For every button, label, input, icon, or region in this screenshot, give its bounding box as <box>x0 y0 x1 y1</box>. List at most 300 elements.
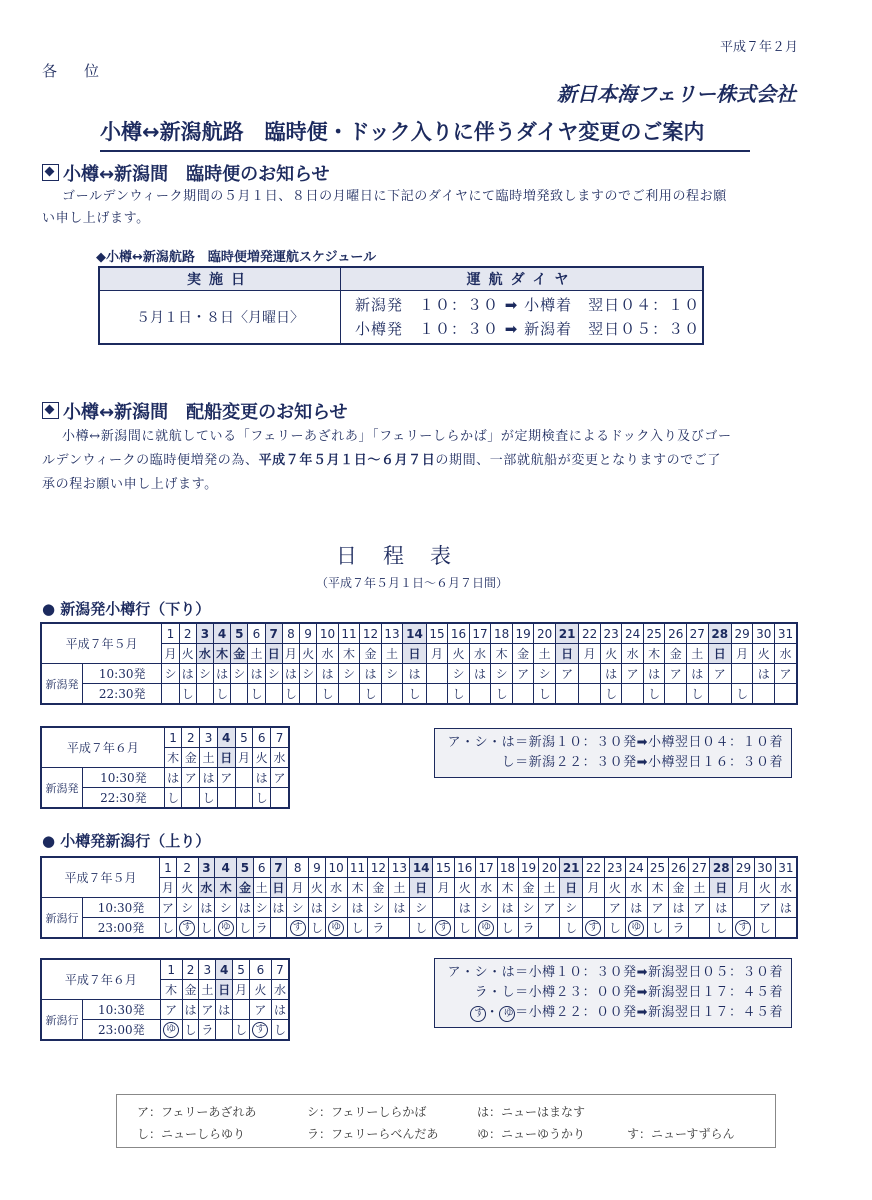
day-number: 7 <box>271 727 289 748</box>
ship-cell: し <box>213 684 230 705</box>
ship-cell: ラ <box>668 918 689 939</box>
departure-time: 22:30発 <box>83 788 165 809</box>
day-number: 24 <box>622 623 644 644</box>
ship-cell: シ <box>215 898 237 918</box>
ship-cell: シ <box>176 898 198 918</box>
ship-cell: シ <box>381 664 403 684</box>
day-number: 6 <box>253 857 270 878</box>
day-number: 2 <box>179 623 196 644</box>
route-niigata-otaru: 新潟発 １０：３０ ➡ 小樽着 翌日０４：１０ <box>355 296 701 314</box>
section2-line3: 承の程お願い申し上げます。 <box>42 477 218 492</box>
day-number: 5 <box>233 959 250 980</box>
day-number: 18 <box>491 623 513 644</box>
ship-cell <box>426 664 448 684</box>
month-label: 平成７年５月 <box>41 623 162 664</box>
document-title: 小樽↔新潟航路 臨時便・ドック入りに伴うダイヤ変更のご案内 <box>100 116 750 152</box>
weekday: 日 <box>403 644 426 664</box>
ship-cell: ゆ <box>160 1020 182 1041</box>
weekday: 土 <box>200 748 218 768</box>
ship-cell <box>622 684 644 705</box>
weekday: 日 <box>710 878 733 898</box>
ship-cell: シ <box>448 664 470 684</box>
date-cell: ５月１日・８日〈月曜日〉 <box>99 291 341 345</box>
ship-cell: ラ <box>199 1020 216 1041</box>
weekday: 日 <box>217 748 235 768</box>
route-otaru-niigata: 小樽発 １０：３０ ➡ 新潟着 翌日０５：３０ <box>355 320 701 338</box>
schedule-period: （平成７年５月１日〜６月７日間） <box>316 576 509 590</box>
weekday: 月 <box>731 644 753 664</box>
day-number: 26 <box>665 623 687 644</box>
ship-cell: し <box>309 918 326 939</box>
weekday: 水 <box>774 644 797 664</box>
ship-cell: は <box>454 898 475 918</box>
ship-cell <box>235 788 253 809</box>
day-number: 6 <box>253 727 271 748</box>
ship-cell <box>579 684 601 705</box>
up-may-table <box>40 856 798 939</box>
day-number: 12 <box>368 857 389 878</box>
day-number: 3 <box>198 857 215 878</box>
weekday: 月 <box>282 644 299 664</box>
ship-cell <box>233 1000 250 1020</box>
up-heading: ● 小樽発新潟行（上り） <box>42 832 211 850</box>
day-number: 21 <box>560 857 583 878</box>
ship-cell: は <box>216 1000 233 1020</box>
ship-cell <box>338 684 360 705</box>
ship-cell: シ <box>287 898 309 918</box>
day-number: 9 <box>309 857 326 878</box>
ship-cell: ア <box>160 1000 182 1020</box>
day-number: 27 <box>689 857 710 878</box>
weekday: 金 <box>368 878 389 898</box>
weekday: 木 <box>647 878 668 898</box>
ship-cell: は <box>710 898 733 918</box>
ship-cell: ア <box>512 664 534 684</box>
day-number: 4 <box>213 623 230 644</box>
day-number: 3 <box>196 623 213 644</box>
weekday: 水 <box>198 878 215 898</box>
ship-cell: し <box>560 918 583 939</box>
up-legend: ア・シ・は＝小樽１０：３０発➡新潟翌日０５：３０着 ラ・し＝小樽２３：００発➡新潟翌日１７：４５着 す・ ゆ＝小樽２２：００発➡新潟翌日１７：４５着 <box>434 958 792 1028</box>
ship-cell: し <box>182 1020 199 1041</box>
yu-mark: ゆ <box>499 1006 515 1022</box>
ship-cell: は <box>271 1000 289 1020</box>
day-number: 8 <box>287 857 309 878</box>
ship-cell: シ <box>518 898 539 918</box>
ship-cell: す <box>433 918 455 939</box>
weekday: 木 <box>160 980 182 1000</box>
day-number: 24 <box>625 857 647 878</box>
ship-cell <box>469 684 491 705</box>
weekday: 木 <box>497 878 518 898</box>
day-number: 25 <box>647 857 668 878</box>
ship-cell <box>300 684 317 705</box>
ship-cell: し <box>491 684 513 705</box>
day-number: 29 <box>733 857 755 878</box>
ship-cell: シ <box>491 664 513 684</box>
day-number: 31 <box>775 857 797 878</box>
day-number: 5 <box>237 857 254 878</box>
ship-cell <box>512 684 534 705</box>
col-header-schedule: 運航ダイヤ <box>341 267 704 291</box>
ship-cell: ア <box>539 898 560 918</box>
day-number: 2 <box>176 857 198 878</box>
weekday: 土 <box>686 644 708 664</box>
weekday: 日 <box>560 878 583 898</box>
weekday: 木 <box>347 878 368 898</box>
section1-line2: い申し上げます。 <box>42 211 150 226</box>
weekday: 土 <box>389 878 410 898</box>
ship-cell: は <box>237 898 254 918</box>
day-number: 12 <box>360 623 382 644</box>
day-number: 15 <box>433 857 455 878</box>
down-may-table <box>40 622 798 705</box>
ship-cell: は <box>182 1000 199 1020</box>
weekday: 火 <box>179 644 196 664</box>
day-number: 4 <box>217 727 235 748</box>
ship-cell <box>389 918 410 939</box>
departure-time: 10:30発 <box>83 664 162 684</box>
day-number: 9 <box>300 623 317 644</box>
ship-cell: し <box>347 918 368 939</box>
ship-cell: ア <box>271 768 289 788</box>
ship-cell <box>733 898 755 918</box>
ship-cell: ア <box>199 1000 216 1020</box>
ship-cell: シ <box>253 898 270 918</box>
ship-cell: し <box>454 918 475 939</box>
extra-schedule-title: ◆小樽↔新潟航路 臨時便増発運航スケジュール <box>96 250 377 265</box>
weekday: 金 <box>237 878 254 898</box>
day-number: 29 <box>731 623 753 644</box>
ship-cell: す <box>583 918 605 939</box>
ship-cell <box>217 788 235 809</box>
ship-cell: は <box>600 664 622 684</box>
day-number: 13 <box>381 623 403 644</box>
day-number: 16 <box>454 857 475 878</box>
weekday: 金 <box>182 748 200 768</box>
day-number: 26 <box>668 857 689 878</box>
day-number: 6 <box>248 623 265 644</box>
ship-cell: し <box>200 788 218 809</box>
day-number: 23 <box>600 623 622 644</box>
down-legend: ア・シ・は＝新潟１０：３０発➡小樽翌日０４：１０着 し＝新潟２２：３０発➡小樽翌日１６：３０着 <box>434 728 792 778</box>
ship-cell: し <box>282 684 299 705</box>
weekday: 水 <box>325 878 347 898</box>
weekday: 水 <box>271 980 289 1000</box>
port-label: 新潟発 <box>41 768 83 809</box>
ship-cell: は <box>625 898 647 918</box>
ship-cell: し <box>403 684 426 705</box>
day-number: 31 <box>774 623 797 644</box>
ship-cell <box>555 684 578 705</box>
day-number: 6 <box>249 959 271 980</box>
day-number: 25 <box>643 623 665 644</box>
ship-cell: ア <box>160 898 177 918</box>
day-number: 17 <box>475 857 497 878</box>
ship-cell: し <box>160 918 177 939</box>
weekday: 火 <box>309 878 326 898</box>
ship-cell: ア <box>689 898 710 918</box>
day-number: 7 <box>271 959 289 980</box>
day-number: 30 <box>753 623 775 644</box>
ship-cell: は <box>497 898 518 918</box>
ship-cell: ゆ <box>475 918 497 939</box>
ship-cell: ゆ <box>325 918 347 939</box>
weekday: 日 <box>216 980 233 1000</box>
weekday: 日 <box>410 878 433 898</box>
ship-cell: し <box>360 684 382 705</box>
month-label: 平成７年６月 <box>41 959 160 1000</box>
issue-date: 平成７年２月 <box>719 40 798 55</box>
ship-cell: シ <box>162 664 179 684</box>
day-number: 28 <box>708 623 731 644</box>
weekday: 土 <box>689 878 710 898</box>
ship-cell: し <box>710 918 733 939</box>
weekday: 水 <box>475 878 497 898</box>
weekday: 金 <box>360 644 382 664</box>
day-number: 11 <box>347 857 368 878</box>
weekday: 金 <box>512 644 534 664</box>
day-number: 16 <box>448 623 470 644</box>
ship-cell: は <box>317 664 339 684</box>
day-number: 20 <box>534 623 556 644</box>
ship-cell: シ <box>410 898 433 918</box>
company-name: 新日本海フェリー株式会社 <box>557 82 796 106</box>
ship-cell: シ <box>475 898 497 918</box>
weekday: 金 <box>518 878 539 898</box>
diamond-box-icon <box>42 402 59 419</box>
ship-cell: は <box>775 898 797 918</box>
ship-cell: ラ <box>253 918 270 939</box>
ship-cell: は <box>686 664 708 684</box>
day-number: 27 <box>686 623 708 644</box>
weekday: 土 <box>539 878 560 898</box>
ship-cell: ラ <box>368 918 389 939</box>
day-number: 23 <box>604 857 625 878</box>
weekday: 水 <box>622 644 644 664</box>
ship-cell: シ <box>265 664 282 684</box>
ship-cell: し <box>497 918 518 939</box>
day-number: 22 <box>583 857 605 878</box>
ship-cell: ア <box>604 898 625 918</box>
ship-cell: は <box>347 898 368 918</box>
day-number: 1 <box>160 959 182 980</box>
weekday: 金 <box>231 644 248 664</box>
ship-cell: は <box>753 664 775 684</box>
ship-cell: し <box>248 684 265 705</box>
weekday: 金 <box>668 878 689 898</box>
weekday: 月 <box>235 748 253 768</box>
day-number: 13 <box>389 857 410 878</box>
month-label: 平成７年５月 <box>41 857 160 898</box>
weekday: 火 <box>253 748 271 768</box>
weekday: 火 <box>176 878 198 898</box>
day-number: 2 <box>182 959 199 980</box>
ship-cell <box>433 898 455 918</box>
weekday: 火 <box>604 878 625 898</box>
col-header-date: 実施日 <box>99 267 341 291</box>
weekday: 土 <box>253 878 270 898</box>
day-number: 8 <box>282 623 299 644</box>
day-number: 11 <box>338 623 360 644</box>
ship-cell: は <box>643 664 665 684</box>
ship-cell <box>216 1020 233 1041</box>
ship-cell <box>182 788 200 809</box>
weekday: 木 <box>338 644 360 664</box>
ship-cell <box>426 684 448 705</box>
ship-cell <box>270 918 287 939</box>
ship-cell: は <box>668 898 689 918</box>
weekday: 木 <box>491 644 513 664</box>
ship-cell: は <box>198 898 215 918</box>
ship-cell: ラ <box>518 918 539 939</box>
weekday: 土 <box>248 644 265 664</box>
ship-cell: ア <box>708 664 731 684</box>
ship-cell: ゆ <box>625 918 647 939</box>
weekday: 土 <box>381 644 403 664</box>
ship-cell <box>775 918 797 939</box>
day-number: 28 <box>710 857 733 878</box>
su-mark: す <box>470 1006 486 1022</box>
ship-cell: し <box>604 918 625 939</box>
ship-cell: シ <box>368 898 389 918</box>
weekday: 月 <box>287 878 309 898</box>
ship-cell: し <box>317 684 339 705</box>
extra-schedule-table <box>98 266 704 345</box>
day-number: 1 <box>162 623 179 644</box>
ship-cell: す <box>287 918 309 939</box>
ship-cell: は <box>282 664 299 684</box>
weekday: 木 <box>213 644 230 664</box>
weekday: 火 <box>754 878 775 898</box>
weekday: 月 <box>426 644 448 664</box>
weekday: 木 <box>164 748 182 768</box>
ship-cell: し <box>731 684 753 705</box>
ship-cell: し <box>179 684 196 705</box>
ship-cell: ア <box>249 1000 271 1020</box>
weekday: 土 <box>534 644 556 664</box>
day-number: 4 <box>215 857 237 878</box>
recipient: 各 位 <box>42 62 106 80</box>
weekday: 火 <box>249 980 271 1000</box>
ship-cell: し <box>647 918 668 939</box>
weekday: 水 <box>469 644 491 664</box>
ship-cell: し <box>600 684 622 705</box>
departure-time: 10:30発 <box>83 898 160 918</box>
ship-cell <box>381 684 403 705</box>
ship-cell: し <box>534 684 556 705</box>
ship-cell <box>196 684 213 705</box>
weekday: 木 <box>215 878 237 898</box>
ship-cell <box>774 684 797 705</box>
month-label: 平成７年６月 <box>41 727 164 768</box>
weekday: 月 <box>583 878 605 898</box>
weekday: 水 <box>775 878 797 898</box>
ship-cell: は <box>469 664 491 684</box>
ship-cell: し <box>164 788 182 809</box>
ship-cell: ア <box>754 898 775 918</box>
day-number: 10 <box>325 857 347 878</box>
section1-heading: 小樽↔新潟間 臨時便のお知らせ <box>42 160 330 186</box>
ship-cell: は <box>389 898 410 918</box>
ship-cell <box>271 788 289 809</box>
ship-cell: は <box>164 768 182 788</box>
ship-cell: シ <box>325 898 347 918</box>
section2-heading: 小樽↔新潟間 配船変更のお知らせ <box>42 398 348 424</box>
day-number: 3 <box>199 959 216 980</box>
ship-cell: ア <box>665 664 687 684</box>
day-number: 17 <box>469 623 491 644</box>
ship-cell: は <box>200 768 218 788</box>
day-number: 5 <box>235 727 253 748</box>
ship-cell: は <box>213 664 230 684</box>
day-number: 19 <box>512 623 534 644</box>
ship-cell <box>665 684 687 705</box>
weekday: 水 <box>317 644 339 664</box>
schedule-title: 日程表 <box>336 544 477 568</box>
departure-time: 10:30発 <box>83 768 165 788</box>
day-number: 3 <box>200 727 218 748</box>
weekday: 水 <box>196 644 213 664</box>
day-number: 15 <box>426 623 448 644</box>
ship-cell: は <box>248 664 265 684</box>
day-number: 7 <box>265 623 282 644</box>
down-june-table <box>40 726 290 809</box>
departure-time: 22:30発 <box>83 684 162 705</box>
ship-cell: し <box>253 788 271 809</box>
section1-line1: ゴールデンウィーク期間の５月１日、８日の月曜日に下記のダイヤにて臨時増発致しますのでご利用の程お願 <box>62 189 727 204</box>
weekday: 金 <box>665 644 687 664</box>
day-number: 14 <box>410 857 433 878</box>
ship-cell <box>539 918 560 939</box>
day-number: 1 <box>164 727 182 748</box>
ship-cell: シ <box>338 664 360 684</box>
weekday: 火 <box>448 644 470 664</box>
ship-cell: は <box>309 898 326 918</box>
ship-cell: は <box>253 768 271 788</box>
up-june-table <box>40 958 290 1041</box>
day-number: 14 <box>403 623 426 644</box>
weekday: 日 <box>270 878 287 898</box>
ship-cell: し <box>448 684 470 705</box>
day-number: 4 <box>216 959 233 980</box>
day-number: 2 <box>182 727 200 748</box>
ship-cell <box>231 684 248 705</box>
day-number: 7 <box>270 857 287 878</box>
diamond-box-icon <box>42 164 59 181</box>
weekday: 金 <box>182 980 199 1000</box>
ship-cell: し <box>686 684 708 705</box>
weekday: 月 <box>162 644 179 664</box>
ship-cell: シ <box>560 898 583 918</box>
weekday: 月 <box>160 878 177 898</box>
ship-cell: シ <box>300 664 317 684</box>
day-number: 10 <box>317 623 339 644</box>
ship-cell: ア <box>182 768 200 788</box>
weekday: 水 <box>625 878 647 898</box>
day-number: 22 <box>579 623 601 644</box>
weekday: 日 <box>708 644 731 664</box>
port-label: 新潟発 <box>41 664 83 705</box>
ship-cell: は <box>360 664 382 684</box>
ship-cell <box>689 918 710 939</box>
day-number: 30 <box>754 857 775 878</box>
ship-cell: し <box>754 918 775 939</box>
weekday: 月 <box>233 980 250 1000</box>
ship-cell <box>753 684 775 705</box>
ship-cell: し <box>643 684 665 705</box>
ship-cell <box>583 898 605 918</box>
